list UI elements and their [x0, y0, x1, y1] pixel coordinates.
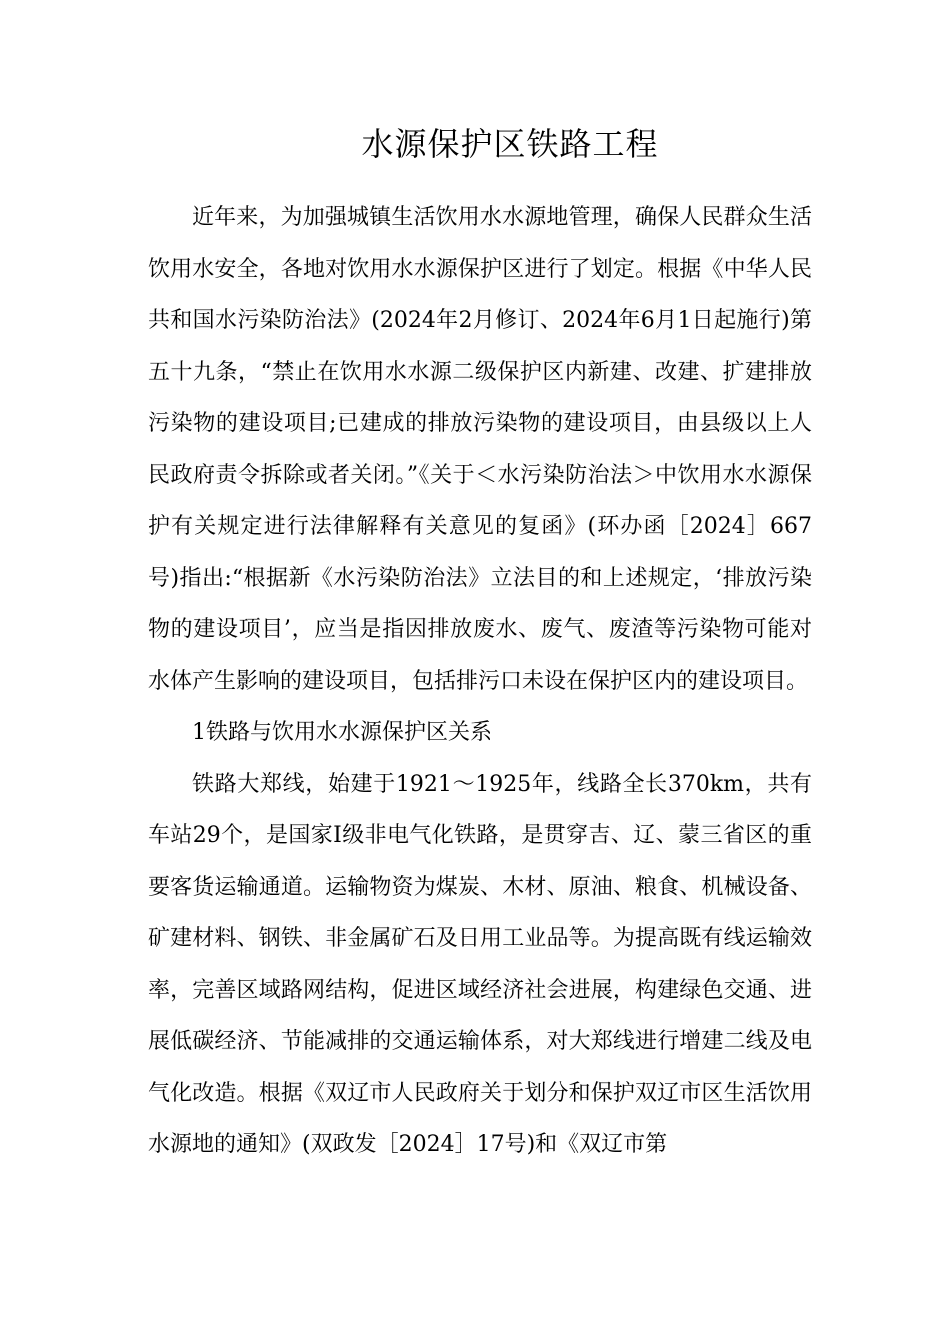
- paragraph-intro: 近年来，为加强城镇生活饮用水水源地管理，确保人民群众生活饮用水安全，各地对饮用水水源保护区进行了划定。根据《中华人民共和国水污染防治法》(2024年2月修订、2024年6月1日起施行)第五十九条，“禁止在饮用水水源二级保护区内新建、改建、扩建排放污染物的建设项目;已建成的排放污染物的建设项目，由县级以上人民政府责令拆除或者关闭。”《关于＜水污染防治法＞中饮用水水源保护有关规定进行法律解释有关意见的复函》(环办函［2024］667号)指出:“根据新《水污染防治法》立法目的和上述规定，‘排放污染物的建设项目’，应当是指因排放废水、废气、废渣等污染物可能对水体产生影响的建设项目，包括排污口未设在保护区内的建设项目。: [148, 205, 812, 694]
- document-body: [148, 192, 812, 1171]
- paragraph-railway: 铁路大郑线，始建于1921～1925年，线路全长370km，共有车站29个，是国家I级非电气化铁路，是贯穿吉、辽、蒙三省区的重要客货运输通道。运输物资为煤炭、木材、原油、粮食、机械设备、矿建材料、钢铁、非金属矿石及日用工业品等。为提高既有线运输效率，完善区域路网结构，促进区域经济社会进展，构建绿色交通、进展低碳经济、节能减排的交通运输体系，对大郑线进行增建二线及电气化改造。根据《双辽市人民政府关于划分和保护双辽市区生活饮用水源地的通知》(双政发［2024］17号)和《双辽市第: [148, 771, 812, 1157]
- section-heading: 1铁路与饮用水水源保护区关系: [192, 720, 492, 745]
- document-title: 水源保护区铁路工程: [361, 125, 659, 163]
